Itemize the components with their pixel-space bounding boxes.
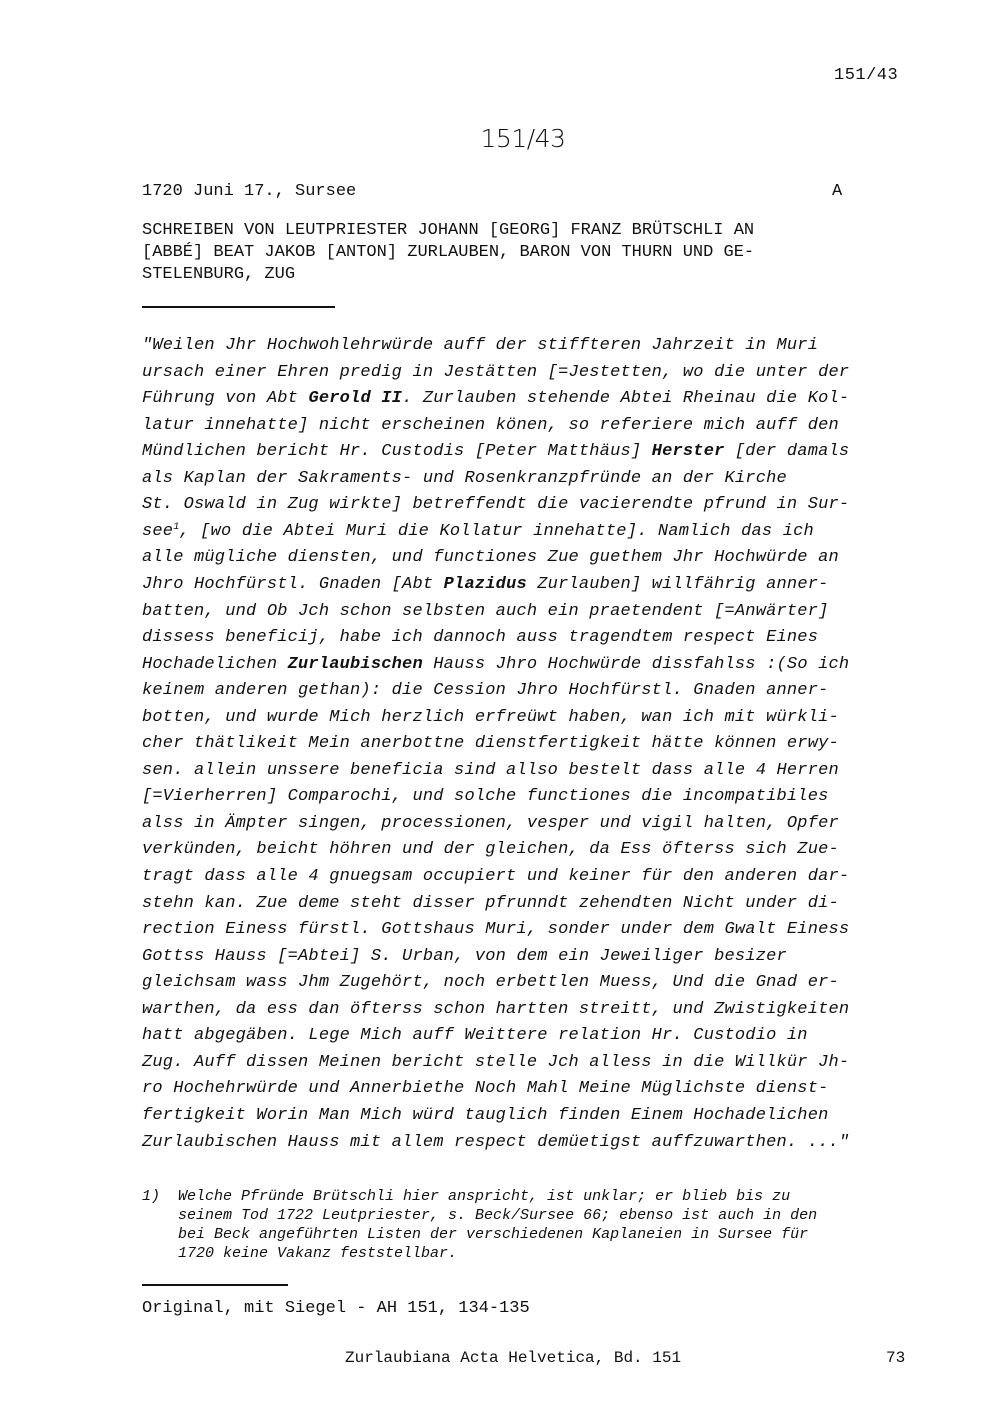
text-segment: see bbox=[142, 521, 174, 541]
text-segment: alss in Ämpter singen, processionen, vesper und vigil halten, Opfer bbox=[142, 813, 839, 833]
text-segment: Jhro Hochfürstl. Gnaden [Abt bbox=[142, 574, 444, 594]
text-segment: keinem anderen gethan): die Cession Jhro Hochfürstl. Gnaden anner- bbox=[142, 681, 829, 701]
text-segment: Zurlaubischen Hauss mit allem respect demüetigst auffzuwarthen. ..." bbox=[142, 1132, 850, 1152]
text-segment: . Zurlauben stehende Abtei Rheinau die Kol- bbox=[402, 389, 850, 409]
text-segment: verkünden, beicht höhren und der gleichen, da Ess öfterss sich Zue- bbox=[142, 840, 839, 860]
body-line bbox=[142, 495, 849, 514]
bold-name: Gerold II bbox=[308, 389, 403, 409]
body-line bbox=[142, 522, 814, 541]
source-divider bbox=[142, 1284, 288, 1286]
text-segment: warthen, da ess dan öfterss schon hartten streitt, und Zwistigkeiten bbox=[142, 999, 850, 1019]
text-segment: Hauss Jhro Hochwürde dissfahlss :(So ich bbox=[422, 654, 850, 674]
text-segment: sen. allein unssere beneficia sind allso bestelt dass alle 4 Herren bbox=[142, 760, 839, 780]
body-line bbox=[142, 336, 818, 355]
body-line bbox=[142, 1106, 829, 1125]
body-line bbox=[142, 655, 849, 674]
body-line bbox=[142, 602, 829, 621]
text-segment: [der damals bbox=[724, 442, 850, 462]
body-line bbox=[142, 973, 839, 992]
text-segment: Hochadelichen bbox=[142, 654, 288, 674]
body-line bbox=[142, 1079, 829, 1098]
text-segment: Zurlauben] willfährig anner- bbox=[526, 574, 829, 594]
text-segment: als Kaplan der Sakraments- und Rosenkranzpfründe an der Kirche bbox=[142, 468, 787, 488]
running-header-number: 151/43 bbox=[834, 66, 899, 85]
body-line bbox=[142, 947, 787, 966]
text-segment: gleichsam wass Jhm Zugehört, noch erbettlen Muess, Und die Gnad er- bbox=[142, 973, 839, 993]
body-line bbox=[142, 1133, 849, 1152]
text-segment: dissess beneficij, habe ich dannoch auss tragendtem respect Eines bbox=[142, 628, 819, 648]
text-segment: St. Oswald in Zug wirkte] betreffendt die vacierendte pfrund in Sur- bbox=[142, 495, 850, 515]
text-segment: batten, und Ob Jch schon selbsten auch ein praetendent [=Anwärter] bbox=[142, 601, 829, 621]
bold-name: Herster bbox=[651, 442, 725, 462]
footnote-marker: 1) bbox=[142, 1188, 161, 1205]
text-segment: alle mügliche diensten, und functiones Zue guethem Jhr Hochwürde an bbox=[142, 548, 839, 568]
body-line bbox=[142, 1026, 808, 1045]
body-line bbox=[142, 575, 829, 594]
body-line bbox=[142, 920, 849, 939]
text-segment: fertigkeit Worin Man Mich würd tauglich finden Einem Hochadelichen bbox=[142, 1105, 829, 1125]
body-line bbox=[142, 681, 829, 700]
text-segment: Zug. Auff dissen Meinen bericht stelle Jch alless in die Willkür Jh- bbox=[142, 1052, 850, 1072]
text-segment: stehn kan. Zue deme steht disser pfrunndt zehendten Nicht under di- bbox=[142, 893, 839, 913]
text-segment: hatt abgegäben. Lege Mich auff Weittere relation Hr. Custodio in bbox=[142, 1026, 808, 1046]
document-number-title: 151/43 bbox=[480, 124, 566, 153]
footnote-line: bei Beck angeführten Listen der verschiedenen Kaplaneien in Sursee für bbox=[178, 1226, 809, 1243]
body-line bbox=[142, 416, 839, 435]
footnote-reference: 1 bbox=[173, 521, 180, 533]
text-segment: ursach einer Ehren predig in Jestätten [=Jestetten, wo die unter der bbox=[142, 362, 850, 382]
body-line bbox=[142, 761, 839, 780]
text-segment: botten, und wurde Mich herzlich erfreüwt haben, wan ich mit würkli- bbox=[142, 707, 839, 727]
body-line bbox=[142, 814, 839, 833]
body-line bbox=[142, 389, 849, 408]
body-line bbox=[142, 548, 839, 567]
footnote-line: Welche Pfründe Brütschli hier anspricht, ist unklar; er blieb bis zu bbox=[178, 1188, 791, 1205]
body-line bbox=[142, 708, 839, 727]
body-line bbox=[142, 363, 849, 382]
bold-name: Zurlaubischen bbox=[287, 654, 423, 674]
text-segment: tragt dass alle 4 gnuegsam occupiert und keiner für den anderen dar- bbox=[142, 867, 850, 886]
text-segment: cher thätlikeit Mein anerbottne dienstfertigkeit hätte können erwy- bbox=[142, 734, 839, 754]
text-segment: [=Vierherren] Comparochi, und solche functiones die incompatibiles bbox=[142, 787, 829, 807]
body-line bbox=[142, 894, 839, 913]
text-segment: Gottss Hauss [=Abtei] S. Urban, von dem ein Jeweiliger besizer bbox=[142, 946, 787, 966]
publication-footer: Zurlaubiana Acta Helvetica, Bd. 151 bbox=[345, 1349, 682, 1367]
subject-line: [ABBÉ] BEAT JAKOB [ANTON] ZURLAUBEN, BARON VON THURN UND GE- bbox=[142, 243, 755, 262]
body-line bbox=[142, 442, 849, 461]
text-segment: Führung von Abt bbox=[142, 389, 309, 409]
body-line bbox=[142, 469, 787, 488]
body-line bbox=[142, 1053, 849, 1072]
text-segment: Mündlichen bericht Hr. Custodis [Peter Matthäus] bbox=[142, 442, 652, 462]
body-line bbox=[142, 840, 839, 859]
text-segment: latur innehatte] nicht erscheinen könen, so referiere mich auff den bbox=[142, 415, 839, 435]
footnote-line: seinem Tod 1722 Leutpriester, s. Beck/Sursee 66; ebenso ist auch in den bbox=[178, 1207, 818, 1224]
text-segment: ro Hochehrwürde und Annerbiethe Noch Mahl Meine Müglichste dienst- bbox=[142, 1079, 829, 1099]
subject-line: STELENBURG, ZUG bbox=[142, 265, 296, 284]
date-place: 1720 Juni 17., Sursee bbox=[142, 182, 357, 201]
body-line bbox=[142, 867, 849, 886]
bold-name: Plazidus bbox=[443, 574, 527, 594]
body-line bbox=[142, 1000, 849, 1019]
subject-line: SCHREIBEN VON LEUTPRIESTER JOHANN [GEORG] FRANZ BRÜTSCHLI AN bbox=[142, 221, 755, 240]
text-segment: , [wo die Abtei Muri die Kollatur innehatte]. Namlich das ich bbox=[179, 521, 814, 541]
page-number: 73 bbox=[886, 1349, 906, 1367]
body-line bbox=[142, 628, 818, 647]
body-line bbox=[142, 734, 839, 753]
text-segment: "Weilen Jhr Hochwohlehrwürde auff der stiffteren Jahrzeit in Muri bbox=[142, 336, 819, 355]
footnote-line: 1720 keine Vakanz feststellbar. bbox=[178, 1245, 458, 1262]
heading-divider bbox=[142, 306, 335, 308]
body-line bbox=[142, 787, 829, 806]
text-segment: rection Einess fürstl. Gottshaus Muri, sonder under dem Gwalt Einess bbox=[142, 920, 850, 940]
source-note: Original, mit Siegel - AH 151, 134-135 bbox=[142, 1299, 530, 1318]
category-letter: A bbox=[832, 182, 843, 201]
